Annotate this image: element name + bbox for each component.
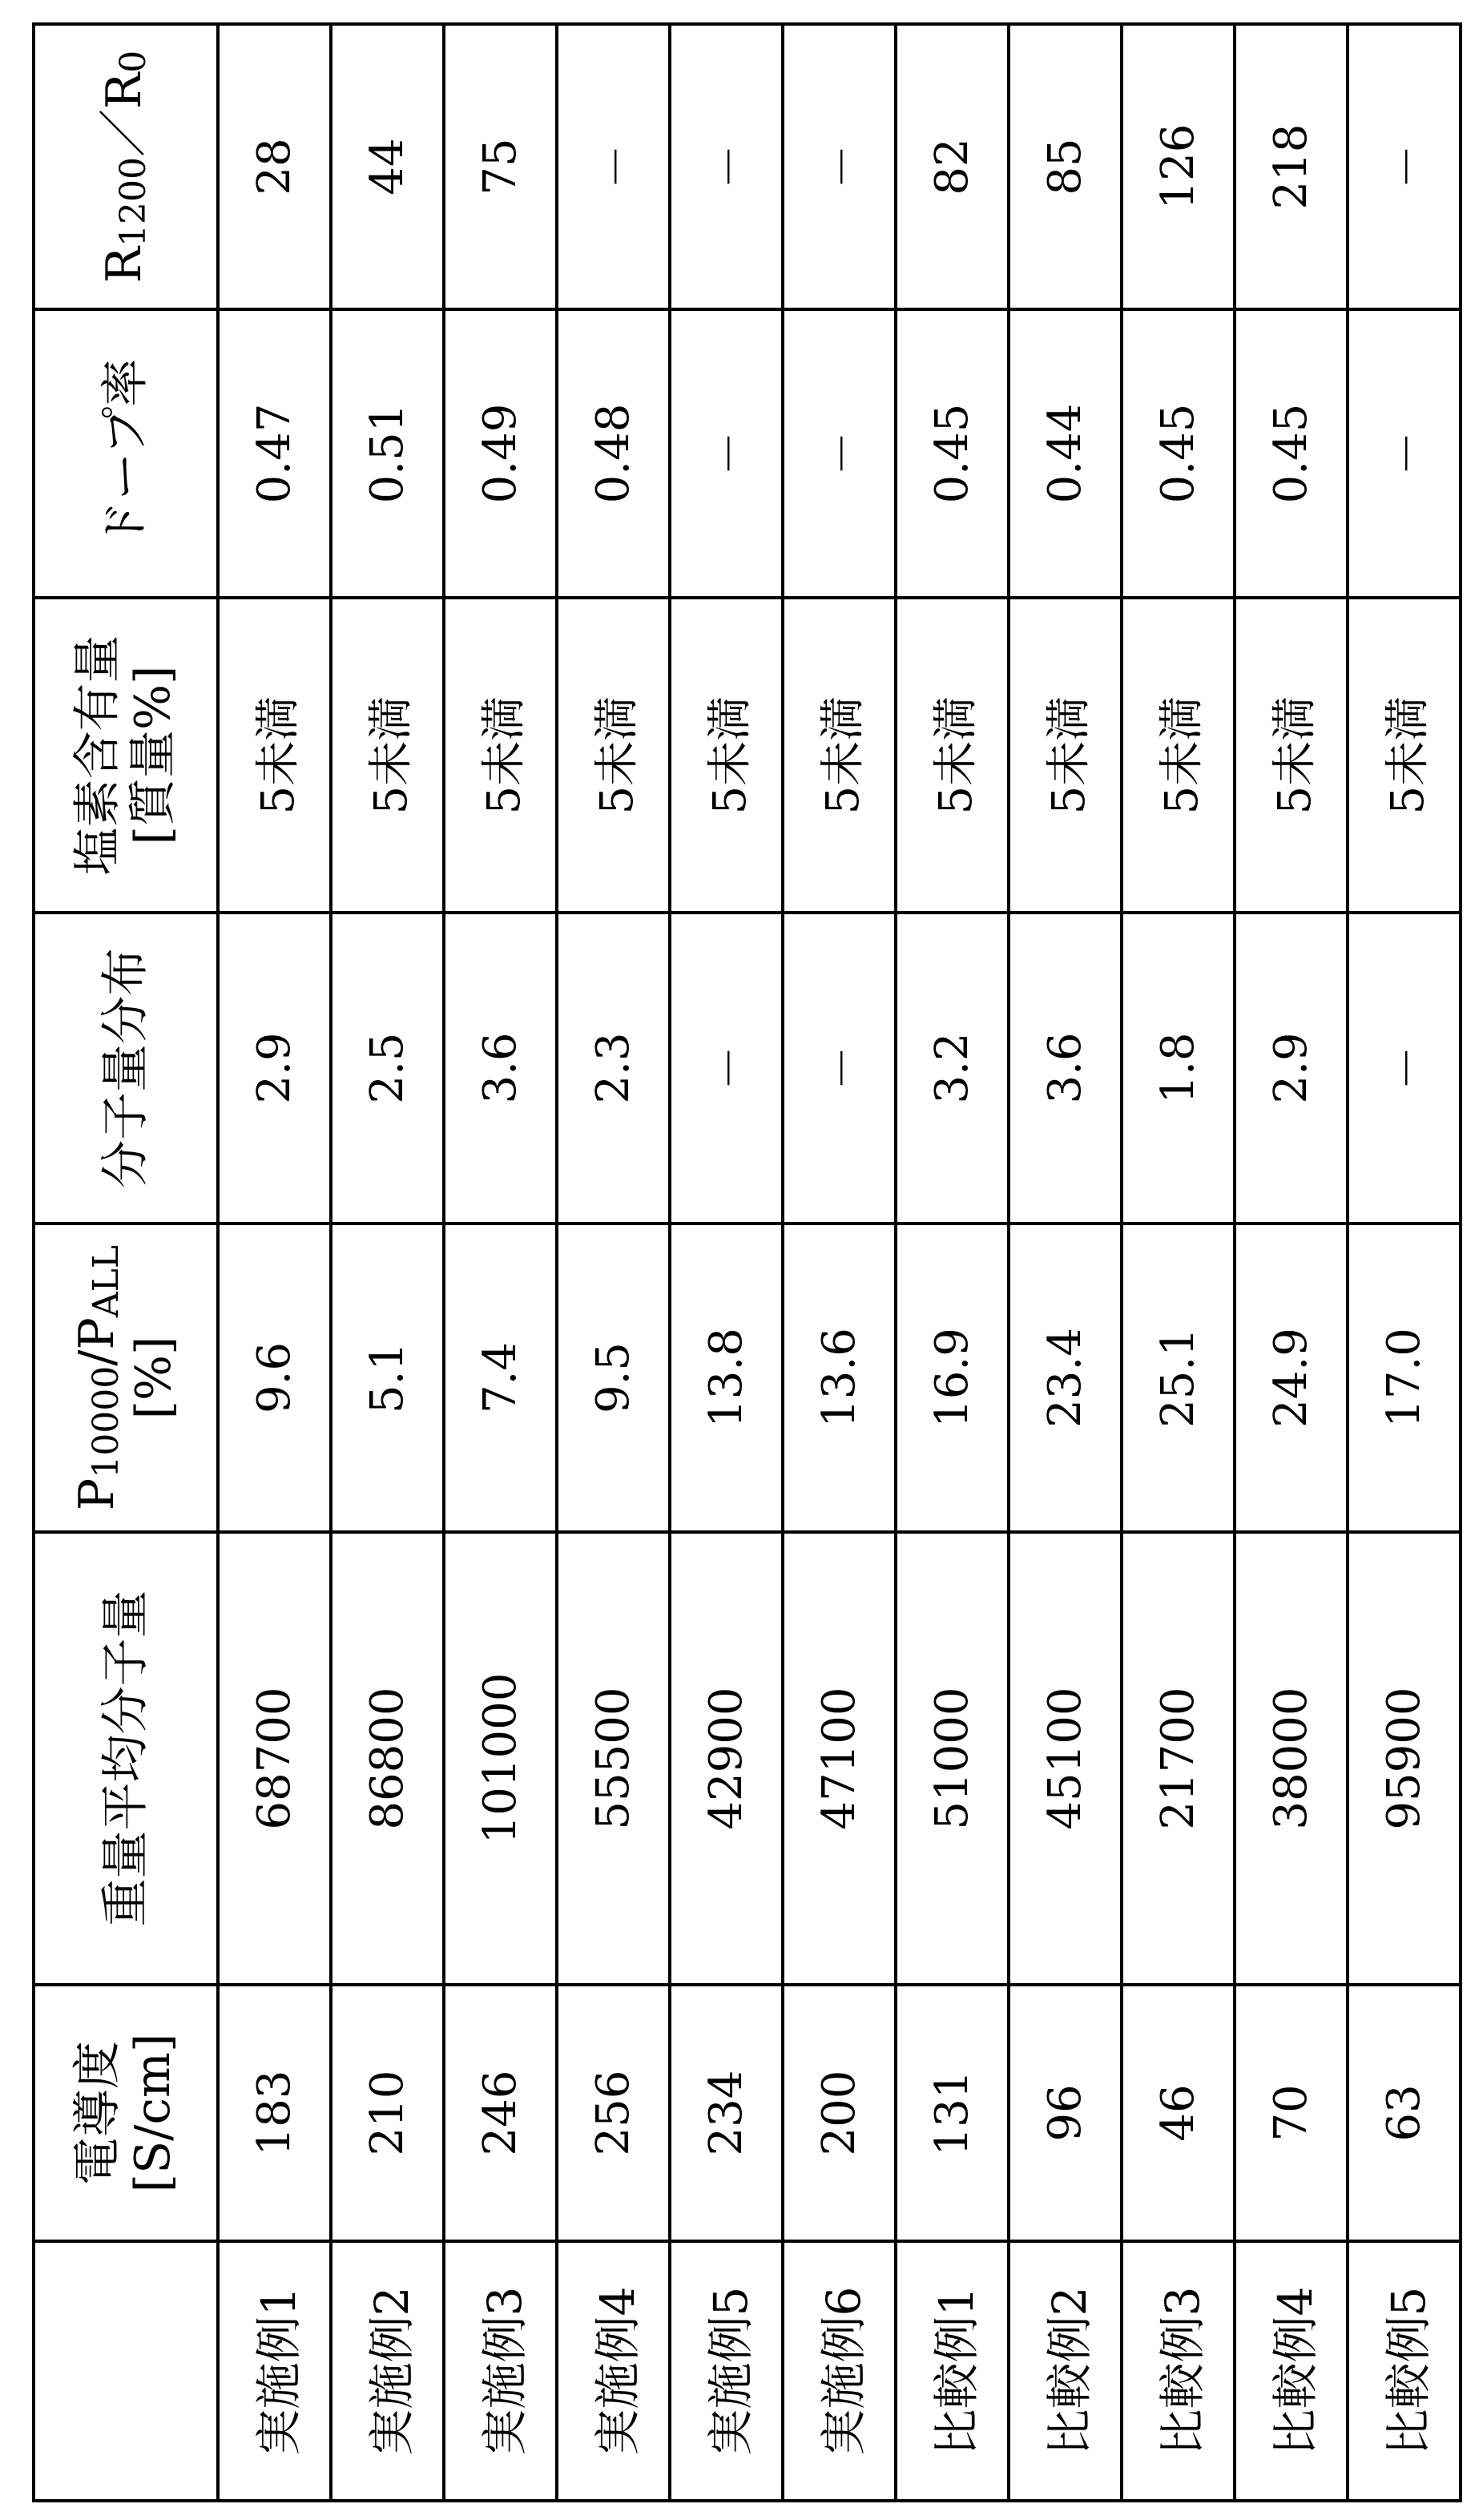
table-row xyxy=(896,24,1009,2501)
row-label: 比較例5 xyxy=(1348,2241,1461,2501)
cell-weight-average-mw: 38000 xyxy=(1235,1532,1348,1985)
cell-r-ratio: 75 xyxy=(444,24,557,309)
cell-p-ratio: 25.1 xyxy=(1122,1224,1235,1532)
cell-conductivity: 256 xyxy=(557,1985,670,2241)
header-mw-distribution: 分子量分布 xyxy=(34,913,218,1224)
cell-r-ratio: 85 xyxy=(1009,24,1122,309)
header-p-ratio xyxy=(34,1224,218,1532)
table-row xyxy=(783,24,896,2501)
cell-conductivity: 210 xyxy=(331,1985,444,2241)
header-conductivity-unit: [S/cm] xyxy=(125,2033,181,2193)
header-conductivity xyxy=(34,1985,218,2241)
cell-p-ratio: 23.4 xyxy=(1009,1224,1122,1532)
cell-weight-average-mw: 95900 xyxy=(1348,1532,1461,1985)
cell-chlorine-content: 5未満 xyxy=(1009,598,1122,913)
cell-conductivity: 63 xyxy=(1348,1985,1461,2241)
header-chlorine-content xyxy=(34,598,218,913)
cell-dope-rate: 0.48 xyxy=(557,309,670,598)
cell-dope-rate: 0.45 xyxy=(1235,309,1348,598)
table-row xyxy=(218,24,331,2501)
header-chlorine-label: 塩素含有量 xyxy=(70,635,126,876)
cell-weight-average-mw: 47100 xyxy=(783,1532,896,1985)
row-label: 比較例2 xyxy=(1009,2241,1122,2501)
header-row xyxy=(34,24,218,2501)
header-p-symbol-denominator: /P xyxy=(68,1317,125,1366)
cell-r-ratio: 218 xyxy=(1235,24,1348,309)
cell-conductivity: 234 xyxy=(670,1985,783,2241)
cell-p-ratio: 13.6 xyxy=(783,1224,896,1532)
cell-chlorine-content: 5未満 xyxy=(444,598,557,913)
header-dope-rate: ドープ率 xyxy=(34,309,218,598)
header-r-symbol-denominator: ／R xyxy=(96,72,153,158)
cell-conductivity: 70 xyxy=(1235,1985,1348,2241)
table-row xyxy=(1348,24,1461,2501)
cell-dope-rate: 0.44 xyxy=(1009,309,1122,598)
cell-chlorine-content: 5未満 xyxy=(331,598,444,913)
table-row xyxy=(1235,24,1348,2501)
header-p-subscript-denominator: ALL xyxy=(85,1244,127,1318)
cell-mw-distribution: 1.8 xyxy=(1122,913,1235,1224)
cell-conductivity: 96 xyxy=(1009,1985,1122,2241)
cell-r-ratio: 82 xyxy=(896,24,1009,309)
cell-conductivity: 183 xyxy=(218,1985,331,2241)
cell-r-ratio: 28 xyxy=(218,24,331,309)
cell-p-ratio: 5.1 xyxy=(331,1224,444,1532)
header-r-ratio xyxy=(34,24,218,309)
header-p-ratio-unit: [%] xyxy=(126,1336,183,1420)
header-blank xyxy=(34,2241,218,2501)
cell-conductivity: 200 xyxy=(783,1985,896,2241)
cell-r-ratio: － xyxy=(557,24,670,309)
row-label: 実施例5 xyxy=(670,2241,783,2501)
cell-dope-rate: 0.47 xyxy=(218,309,331,598)
cell-weight-average-mw: 51000 xyxy=(896,1532,1009,1985)
header-r-symbol: R xyxy=(96,247,153,284)
table-row xyxy=(444,24,557,2501)
header-conductivity-label: 電導度 xyxy=(70,2041,126,2185)
table-body xyxy=(218,24,1461,2501)
cell-weight-average-mw: 86800 xyxy=(331,1532,444,1985)
cell-mw-distribution: 3.6 xyxy=(1009,913,1122,1224)
cell-p-ratio: 16.9 xyxy=(896,1224,1009,1532)
cell-conductivity: 246 xyxy=(444,1985,557,2241)
cell-r-ratio: － xyxy=(670,24,783,309)
table-row xyxy=(670,24,783,2501)
row-label: 実施例3 xyxy=(444,2241,557,2501)
cell-mw-distribution: 2.9 xyxy=(218,913,331,1224)
row-label: 実施例6 xyxy=(783,2241,896,2501)
cell-dope-rate: 0.45 xyxy=(1122,309,1235,598)
cell-mw-distribution: － xyxy=(783,913,896,1224)
cell-weight-average-mw: 68700 xyxy=(218,1532,331,1985)
row-label: 実施例1 xyxy=(218,2241,331,2501)
cell-dope-rate: 0.45 xyxy=(896,309,1009,598)
cell-p-ratio: 13.8 xyxy=(670,1224,783,1532)
cell-chlorine-content: 5未満 xyxy=(218,598,331,913)
header-r-subscript-numerator: 1200 xyxy=(113,157,155,247)
cell-p-ratio: 9.5 xyxy=(557,1224,670,1532)
row-label: 実施例4 xyxy=(557,2241,670,2501)
cell-mw-distribution: － xyxy=(670,913,783,1224)
row-label: 比較例1 xyxy=(896,2241,1009,2501)
cell-p-ratio: 7.4 xyxy=(444,1224,557,1532)
cell-mw-distribution: 3.2 xyxy=(896,913,1009,1224)
cell-dope-rate: － xyxy=(783,309,896,598)
cell-chlorine-content: 5未満 xyxy=(1235,598,1348,913)
cell-dope-rate: － xyxy=(670,309,783,598)
cell-weight-average-mw: 101000 xyxy=(444,1532,557,1985)
cell-chlorine-content: 5未満 xyxy=(783,598,896,913)
cell-mw-distribution: 2.3 xyxy=(557,913,670,1224)
row-label: 実施例2 xyxy=(331,2241,444,2501)
row-label: 比較例4 xyxy=(1235,2241,1348,2501)
header-weight-average-mw: 重量平均分子量 xyxy=(34,1532,218,1985)
cell-chlorine-content: 5未満 xyxy=(557,598,670,913)
header-r-subscript-denominator: 0 xyxy=(113,50,155,73)
cell-chlorine-content: 5未満 xyxy=(670,598,783,913)
cell-r-ratio: 126 xyxy=(1122,24,1235,309)
header-p-subscript-numerator: 10000 xyxy=(85,1365,127,1478)
cell-chlorine-content: 5未満 xyxy=(896,598,1009,913)
cell-chlorine-content: 5未満 xyxy=(1122,598,1235,913)
table-row xyxy=(1009,24,1122,2501)
table-row xyxy=(331,24,444,2501)
cell-r-ratio: 44 xyxy=(331,24,444,309)
cell-dope-rate: － xyxy=(1348,309,1461,598)
table-row xyxy=(557,24,670,2501)
row-label: 比較例3 xyxy=(1122,2241,1235,2501)
cell-mw-distribution: 2.5 xyxy=(331,913,444,1224)
header-p-ratio-label xyxy=(70,1225,127,1530)
cell-chlorine-content: 5未満 xyxy=(1348,598,1461,913)
results-table xyxy=(32,22,1462,2502)
cell-dope-rate: 0.49 xyxy=(444,309,557,598)
cell-conductivity: 131 xyxy=(896,1985,1009,2241)
cell-p-ratio: 17.0 xyxy=(1348,1224,1461,1532)
cell-mw-distribution: － xyxy=(1348,913,1461,1224)
cell-weight-average-mw: 45100 xyxy=(1009,1532,1122,1985)
cell-weight-average-mw: 42900 xyxy=(670,1532,783,1985)
cell-weight-average-mw: 55500 xyxy=(557,1532,670,1985)
cell-r-ratio: － xyxy=(1348,24,1461,309)
cell-dope-rate: 0.51 xyxy=(331,309,444,598)
cell-mw-distribution: 3.6 xyxy=(444,913,557,1224)
table-row xyxy=(1122,24,1235,2501)
cell-weight-average-mw: 21700 xyxy=(1122,1532,1235,1985)
header-p-symbol: P xyxy=(68,1478,125,1511)
cell-conductivity: 46 xyxy=(1122,1985,1235,2241)
cell-mw-distribution: 2.9 xyxy=(1235,913,1348,1224)
cell-p-ratio: 24.9 xyxy=(1235,1224,1348,1532)
header-chlorine-unit: [質量%] xyxy=(125,665,181,845)
cell-p-ratio: 9.6 xyxy=(218,1224,331,1532)
cell-r-ratio: － xyxy=(783,24,896,309)
